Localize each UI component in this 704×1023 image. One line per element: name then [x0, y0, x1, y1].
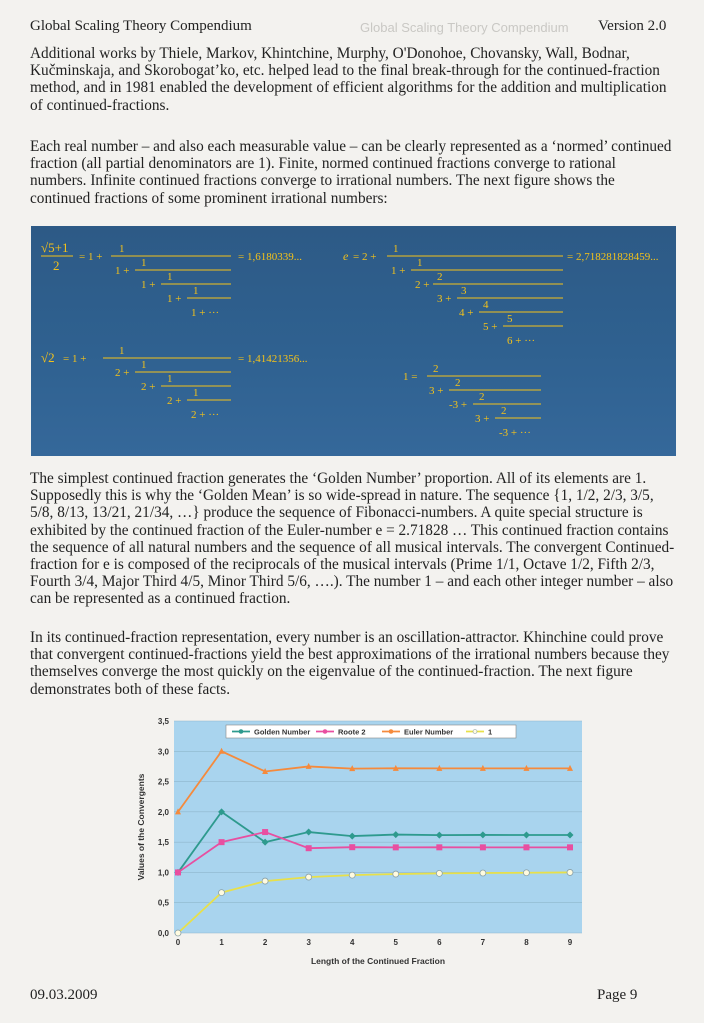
- svg-text:2 + ···: 2 + ···: [191, 409, 220, 421]
- svg-text:√2: √2: [41, 350, 55, 365]
- svg-text:1: 1: [193, 387, 199, 399]
- svg-text:1: 1: [141, 257, 147, 269]
- svg-text:= 1 +: = 1 +: [79, 251, 103, 263]
- data-point: [393, 844, 399, 850]
- svg-text:1: 1: [193, 285, 199, 297]
- svg-text:2: 2: [501, 405, 507, 417]
- svg-text:1 + ···: 1 + ···: [191, 307, 220, 319]
- x-tick-label: 9: [567, 938, 573, 947]
- euler-number-value: = 2,718281828459...: [567, 251, 659, 263]
- x-tick-label: 8: [524, 938, 529, 947]
- golden-ratio-value: = 1,6180339...: [238, 251, 302, 263]
- data-point: [523, 870, 529, 876]
- x-tick-label: 3: [306, 938, 311, 947]
- data-point: [349, 844, 355, 850]
- paragraph-oscillation-attractor: In its continued-fraction representation, every number is an oscillation-attractor. Khinchine could prove that convergent continued-fractions yield the best approximations of the irrational numbers because they themselves converge the most quickly on the eigenvalue of the continued-fraction. The next figure demonstrates both of these facts.: [30, 629, 670, 698]
- svg-text:e: e: [343, 249, 349, 263]
- one-fraction: [403, 363, 541, 439]
- svg-text:2 +: 2 +: [141, 381, 156, 393]
- svg-text:6 + ···: 6 + ···: [507, 335, 536, 347]
- y-axis-label: Values of the Convergents: [136, 773, 146, 881]
- y-tick-label: 2,0: [157, 807, 169, 817]
- y-tick-label: 0,5: [157, 898, 169, 908]
- data-point: [306, 845, 312, 851]
- footer-date: 09.03.2009: [30, 987, 98, 1003]
- x-tick-label: 2: [262, 938, 268, 947]
- legend-label: Euler Number: [404, 727, 454, 737]
- svg-text:5 +: 5 +: [483, 321, 498, 333]
- svg-text:1: 1: [393, 243, 399, 255]
- data-point: [219, 839, 225, 845]
- svg-text:1: 1: [417, 257, 423, 269]
- data-point: [393, 871, 399, 877]
- svg-text:-3 +: -3 +: [449, 399, 468, 411]
- svg-text:1 =: 1 =: [403, 371, 418, 383]
- legend-label: 1: [488, 727, 493, 737]
- legend-label: Golden Number: [254, 727, 311, 737]
- svg-text:1: 1: [141, 359, 147, 371]
- svg-text:2: 2: [53, 258, 60, 273]
- paragraph-history: Additional works by Thiele, Markov, Khintchine, Murphy, O'Donohoe, Chovansky, Wall, Bodnar, Kučminskaja, and Skorobogat’ko, etc. helped lead to the final break-through for the continued-fraction method, and in 1981 enabled the development of efficient algorithms for the addition and multiplication of continued-fractions.: [30, 45, 667, 114]
- formula-svg: [31, 226, 676, 456]
- svg-text:√5+1: √5+1: [41, 240, 69, 255]
- paragraph-normed-fractions: Each real number – and also each measurable value – can be clearly represented as a ‘normed’ continued fraction (all partial denominators are 1). Finite, normed continued fractions converge to rational numbers. Infinite continued fractions converge to irrational numbers. The next figure shows the continued fractions of some prominent irrational numbers:: [30, 138, 672, 207]
- x-axis-label: Length of the Continued Fraction: [310, 956, 446, 966]
- svg-text:3 +: 3 +: [475, 413, 490, 425]
- convergents-chart-svg: [130, 715, 590, 967]
- svg-text:1 +: 1 +: [115, 265, 130, 277]
- x-tick-label: 0: [175, 938, 181, 947]
- svg-text:2 +: 2 +: [415, 279, 430, 291]
- svg-text:1: 1: [167, 271, 173, 283]
- svg-text:4 +: 4 +: [459, 307, 474, 319]
- data-point: [436, 870, 442, 876]
- data-point: [567, 869, 573, 875]
- version-label: Version 2.0: [598, 18, 667, 34]
- svg-text:2: 2: [479, 391, 485, 403]
- svg-text:1: 1: [167, 373, 173, 385]
- x-tick-label: 7: [480, 938, 486, 947]
- convergents-chart: [130, 715, 590, 967]
- x-tick-label: 4: [349, 938, 355, 947]
- root-two-fraction: [41, 345, 308, 421]
- y-tick-label: 3,5: [157, 717, 169, 726]
- root-two-value: = 1,41421356...: [238, 353, 308, 365]
- svg-text:1: 1: [119, 345, 125, 357]
- svg-text:2 +: 2 +: [167, 395, 182, 407]
- svg-text:4: 4: [483, 299, 489, 311]
- euler-number-fraction: [343, 243, 659, 347]
- y-tick-label: 2,5: [157, 777, 169, 787]
- bleed-through-text: Global Scaling Theory Compendium: [360, 20, 569, 35]
- svg-text:1 +: 1 +: [167, 293, 182, 305]
- data-point: [262, 829, 268, 835]
- svg-text:2: 2: [455, 377, 461, 389]
- legend-marker: [239, 730, 243, 734]
- svg-text:3 +: 3 +: [429, 385, 444, 397]
- x-tick-label: 1: [219, 938, 224, 947]
- svg-text:= 2 +: = 2 +: [353, 251, 377, 263]
- legend-marker: [473, 730, 477, 734]
- y-tick-label: 1,0: [157, 868, 169, 878]
- data-point: [436, 844, 442, 850]
- continued-fraction-figure: [31, 226, 676, 456]
- data-point: [175, 930, 181, 936]
- svg-text:2 +: 2 +: [115, 367, 130, 379]
- svg-text:2: 2: [437, 271, 443, 283]
- x-tick-label: 6: [437, 938, 442, 947]
- data-point: [262, 878, 268, 884]
- y-tick-label: 0,0: [157, 929, 169, 938]
- data-point: [480, 844, 486, 850]
- golden-ratio-fraction: [41, 240, 302, 319]
- page-number: Page 9: [597, 987, 638, 1003]
- svg-text:1: 1: [119, 243, 125, 255]
- data-point: [175, 869, 181, 875]
- svg-text:-3 + ···: -3 + ···: [499, 427, 531, 439]
- svg-text:1 +: 1 +: [391, 265, 406, 277]
- data-point: [306, 874, 312, 880]
- data-point: [523, 844, 529, 850]
- svg-text:1 +: 1 +: [141, 279, 156, 291]
- svg-text:2: 2: [433, 363, 439, 375]
- svg-text:3 +: 3 +: [437, 293, 452, 305]
- data-point: [480, 870, 486, 876]
- legend-label: Roote 2: [338, 727, 366, 737]
- legend-marker: [323, 730, 327, 734]
- svg-text:5: 5: [507, 313, 513, 325]
- document-title: Global Scaling Theory Compendium: [30, 18, 252, 34]
- plot-area: [174, 721, 582, 933]
- svg-text:3: 3: [461, 285, 467, 297]
- data-point: [567, 844, 573, 850]
- svg-text:= 1 +: = 1 +: [63, 353, 87, 365]
- data-point: [349, 872, 355, 878]
- y-tick-label: 1,5: [157, 838, 169, 848]
- x-tick-label: 5: [393, 938, 399, 947]
- legend-marker: [389, 730, 393, 734]
- paragraph-golden-number: The simplest continued fraction generates the ‘Golden Number’ proportion. All of its elements are 1. Supposedly this is why the ‘Golden Mean’ is so wide-spread in nature. The sequence {1, 1/2, 2/3, 3/5, 5/8, 8/13, 13/21, 21/34, …} produce the sequence of Fibonacci-numbers. A quite special structure is exhibited by the continued fraction of the Euler-number e = 2.71828 … This continued fraction contains the sequence of all natural numbers and the sequence of all musical intervals. The convergent Continued-fraction for e is composed of the reciprocals of the musical intervals (Prime 1/1, Octave 1/2, Fifth 2/3, Fourth 3/4, Major Third 4/5, Minor Third 5/6, ….). The number 1 – and each other integer number – also can be represented as a continued fraction.: [30, 470, 675, 608]
- data-point: [219, 890, 225, 896]
- y-tick-label: 3,0: [157, 747, 169, 757]
